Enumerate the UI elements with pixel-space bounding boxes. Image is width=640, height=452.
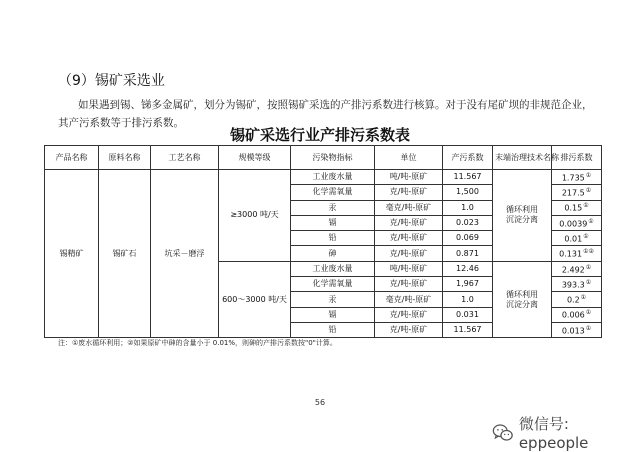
footnote-mark: ①② [583, 248, 594, 256]
discharge-coef-cell [552, 307, 602, 322]
discharge-value: 0.013 [561, 326, 585, 336]
pollutant-cell: 铅 [291, 322, 375, 337]
unit-cell: 克/吨-原矿 [375, 322, 443, 337]
intro-paragraph: 如果遇到锡、锑多金属矿，划分为锡矿，按照锡矿采选的产排污系数进行核算。对于没有尾矿坝的非规范企业，其产污系数等于排污系数。 [58, 99, 593, 129]
discharge-value: 0.2 [566, 295, 580, 305]
footnote-mark: ① [583, 233, 589, 240]
pollutant-cell: 汞 [291, 292, 375, 307]
generation-coef-cell: 11.567 [443, 322, 493, 337]
unit-cell: 毫克/吨-原矿 [375, 200, 443, 215]
generation-coef-cell: 11.567 [443, 170, 493, 185]
watermark-text: 微信号: eppeople [518, 415, 589, 452]
discharge-value: 217.5 [561, 188, 585, 198]
discharge-coef-cell [552, 246, 602, 261]
unit-cell: 克/吨-原矿 [375, 215, 443, 230]
coefficient-table [44, 145, 602, 338]
unit-cell: 克/吨-原矿 [375, 231, 443, 246]
discharge-value: 0.006 [561, 311, 585, 321]
column-header: 污染物指标 [291, 146, 375, 170]
process-cell: 坑采－磨浮 [151, 170, 219, 338]
scale-cell: 600～3000 吨/天 [219, 261, 291, 337]
treatment-cell: 循环利用 沉淀分离 [493, 261, 552, 337]
generation-coef-cell: 0.069 [443, 231, 493, 246]
watermark [492, 413, 640, 452]
discharge-value: 2.492 [561, 265, 585, 275]
unit-cell: 毫克/吨-原矿 [375, 292, 443, 307]
pollutant-cell: 化学需氧量 [291, 277, 375, 292]
unit-cell: 克/吨-原矿 [375, 307, 443, 322]
column-header: 单位 [375, 146, 443, 170]
footnote-mark: ① [580, 294, 587, 302]
pollutant-cell: 砷 [291, 246, 375, 261]
discharge-coef-cell [552, 170, 602, 185]
unit-cell: 吨/吨-原矿 [375, 261, 443, 276]
column-header: 产品名称 [45, 146, 99, 170]
column-header: 排污系数 [552, 146, 602, 170]
pollutant-cell: 镉 [291, 307, 375, 322]
discharge-coef-cell [552, 322, 602, 337]
column-header: 产污系数 [443, 146, 493, 170]
scale-cell: ≥3000 吨/天 [219, 170, 291, 262]
unit-cell: 克/吨-原矿 [375, 246, 443, 261]
table-row [45, 170, 602, 185]
discharge-value: 0.15 [564, 204, 583, 214]
generation-coef-cell: 0.871 [443, 246, 493, 261]
pollutant-cell: 镉 [291, 215, 375, 230]
generation-coef-cell: 0.031 [443, 307, 493, 322]
discharge-value: 0.131 [559, 249, 583, 259]
unit-cell: 克/吨-原矿 [375, 277, 443, 292]
footnote-mark: ① [583, 202, 589, 210]
discharge-coef-cell [552, 292, 602, 307]
discharge-value: 393.3 [561, 280, 585, 290]
generation-coef-cell: 0.023 [443, 215, 493, 230]
footnote-mark: ① [585, 309, 592, 317]
pollutant-cell: 工业废水量 [291, 261, 375, 276]
footnote-mark: ① [585, 278, 592, 286]
discharge-coef-cell [552, 277, 602, 292]
pollutant-cell: 工业废水量 [291, 170, 375, 185]
table-title: 锡矿采选行业产排污系数表 [229, 126, 410, 144]
generation-coef-cell: 1,967 [443, 277, 493, 292]
column-header: 末端治理技术名称 [493, 146, 552, 170]
discharge-coef-cell [552, 185, 602, 200]
discharge-value: 1.735 [561, 173, 585, 183]
wechat-logo-icon [492, 423, 514, 443]
product-cell: 锡精矿 [45, 170, 99, 338]
unit-cell: 克/吨-原矿 [375, 185, 443, 200]
treatment-cell: 循环利用 沉淀分离 [493, 170, 552, 262]
material-cell: 锡矿石 [99, 170, 151, 338]
table-header-row [45, 146, 602, 170]
footnote-mark: ① [585, 187, 592, 195]
discharge-coef-cell [552, 215, 602, 230]
column-header: 工艺名称 [151, 146, 219, 170]
unit-cell: 吨/吨-原矿 [375, 170, 443, 185]
footnote-mark: ① [585, 171, 592, 179]
generation-coef-cell: 1.0 [443, 292, 493, 307]
discharge-value: 0.0039 [559, 219, 588, 229]
footnote-mark: ① [585, 324, 592, 332]
discharge-coef-cell [552, 261, 602, 276]
column-header: 规模等级 [219, 146, 291, 170]
table-note: 注：①废水循环利用；②如果原矿中砷的含量小于 0.01%，则砷的产排污系数按"0"计算。 [58, 339, 337, 347]
discharge-value: 0.01 [564, 234, 583, 244]
pollutant-cell: 化学需氧量 [291, 185, 375, 200]
discharge-coef-cell [552, 231, 602, 246]
section-title: （9）锡矿采选业 [58, 73, 165, 89]
pollutant-cell: 铅 [291, 231, 375, 246]
column-header: 原料名称 [99, 146, 151, 170]
generation-coef-cell: 1.0 [443, 200, 493, 215]
discharge-coef-cell [552, 200, 602, 215]
generation-coef-cell: 1,500 [443, 185, 493, 200]
footnote-mark: ① [588, 217, 594, 225]
pollutant-cell: 汞 [291, 200, 375, 215]
page-number: 56 [314, 398, 326, 407]
generation-coef-cell: 12.46 [443, 261, 493, 276]
footnote-mark: ① [585, 263, 592, 271]
